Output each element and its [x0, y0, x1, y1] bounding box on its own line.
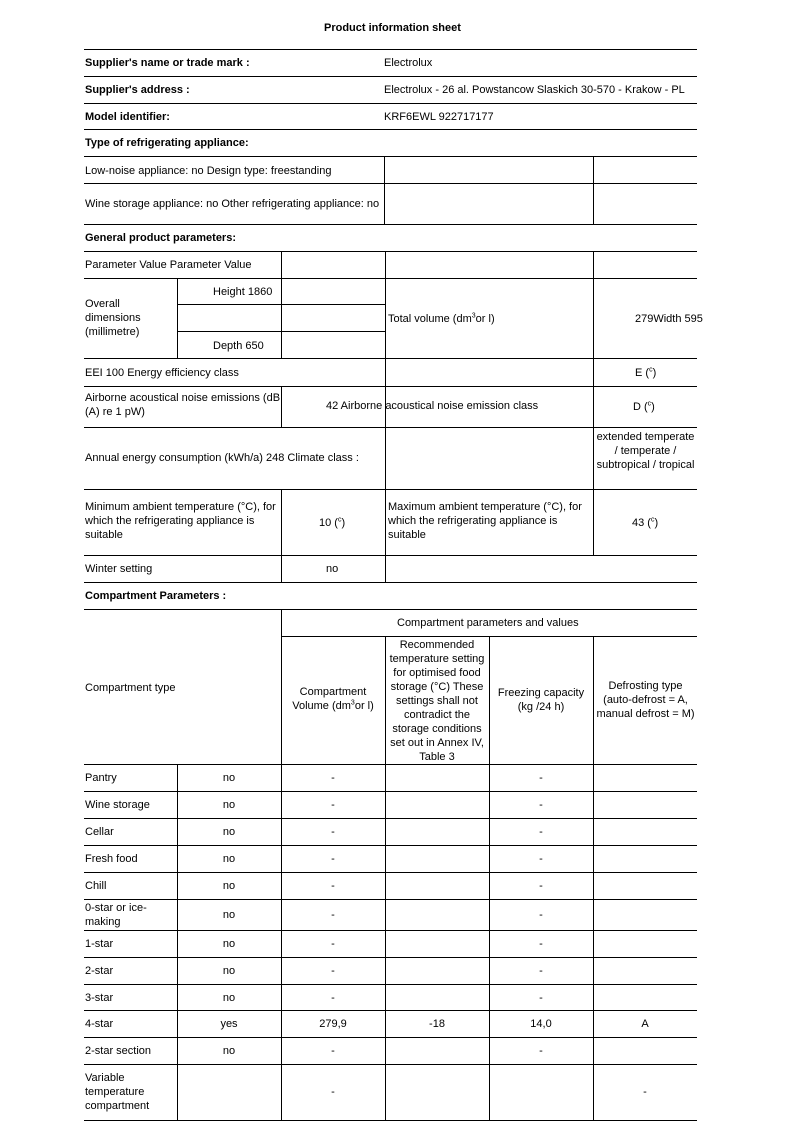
- rule-h: [84, 609, 697, 610]
- cell-defrost: [593, 957, 697, 984]
- total-volume-width-value: 279Width 595: [635, 313, 703, 325]
- noise-emissions-label: Airborne acoustical noise emissions (dB (A) re 1 pW): [85, 392, 281, 418]
- cell-defrost: [593, 930, 697, 957]
- rule-v: [281, 251, 282, 358]
- compartment-params-header: Compartment parameters and values: [397, 617, 579, 629]
- climate-class-value: extended temperate / temperate / subtropical / tropical: [596, 431, 695, 471]
- supplier-address-label: Supplier's address :: [85, 84, 190, 96]
- noise-class-value: D ($^c$): [633, 400, 655, 413]
- rule-h: [84, 489, 697, 490]
- rule-v: [384, 156, 385, 224]
- cell-freezing: -: [539, 908, 543, 921]
- winter-setting-label: Winter setting: [85, 563, 153, 575]
- rule-h: [84, 872, 697, 873]
- rule-h: [84, 49, 697, 50]
- supplier-address-value: Electrolux - 26 al. Powstancow Slaskich 30-570 - Krakow - PL: [384, 84, 685, 96]
- cell-volume: 279,9: [319, 1017, 347, 1030]
- eei-label: EEI 100 Energy efficiency class: [85, 367, 239, 379]
- rule-v: [593, 156, 594, 224]
- cell-defrost: [593, 818, 697, 845]
- cell-present: no: [222, 991, 236, 1004]
- cell-volume: -: [331, 1044, 335, 1057]
- cell-present: no: [222, 908, 236, 921]
- rule-h: [84, 764, 697, 765]
- rule-h: [84, 129, 697, 130]
- rule-h: [84, 1037, 697, 1038]
- cell-defrost: [593, 845, 697, 872]
- cell-temp: -18: [429, 1017, 445, 1030]
- overall-dimensions-label: Overall dimensions (millimetre): [85, 298, 141, 338]
- cell-temp: [385, 872, 489, 899]
- cell-volume: -: [331, 964, 335, 977]
- rule-h: [84, 251, 697, 252]
- cell-name: Variable temperature compartment: [85, 1072, 150, 1112]
- cell-volume: -: [331, 771, 335, 784]
- rule-h: [84, 791, 697, 792]
- defrosting-type-header: Defrosting type (auto-defrost = A, manual defrost = M): [596, 680, 695, 720]
- rule-h: [84, 358, 697, 359]
- cell-name: 3-star: [85, 991, 114, 1004]
- cell-volume: -: [331, 852, 335, 865]
- energy-class-value: E ($^c$): [635, 366, 657, 379]
- cell-name: 2-star: [85, 964, 114, 977]
- cell-defrost: -: [643, 1086, 647, 1098]
- cell-freezing: -: [539, 771, 543, 784]
- model-identifier-label: Model identifier:: [85, 111, 170, 123]
- rule-h: [84, 156, 697, 157]
- cell-freezing: [489, 1064, 593, 1120]
- min-temp-value: 10 ($^c$): [319, 516, 346, 529]
- cell-temp: [385, 845, 489, 872]
- cell-name: Cellar: [85, 825, 114, 838]
- rule-v: [177, 764, 178, 1120]
- freezing-capacity-header: Freezing capacity (kg /24 h): [497, 687, 585, 713]
- model-identifier-value: KRF6EWL 922717177: [384, 111, 494, 123]
- rule-h: [84, 957, 697, 958]
- cell-freezing: -: [539, 879, 543, 892]
- depth-value: Depth 650: [213, 340, 264, 352]
- cell-temp: [385, 957, 489, 984]
- total-volume-label: Total volume ($dm^3or$ l): [388, 312, 495, 325]
- rule-v: [489, 636, 490, 1120]
- max-temp-label: Maximum ambient temperature (°C), for which the refrigerating appliance is suitable: [388, 501, 582, 541]
- max-temp-value: 43 ($^c$): [632, 516, 659, 529]
- rule-v: [593, 251, 594, 358]
- height-value: Height 1860: [213, 286, 273, 298]
- cell-present: no: [222, 964, 236, 977]
- cell-name: 4-star: [85, 1017, 114, 1030]
- cell-present: yes: [220, 1017, 238, 1030]
- rule-h: [84, 899, 697, 900]
- cell-name: Chill: [85, 879, 107, 892]
- rule-h: [84, 386, 697, 387]
- cell-present: no: [222, 825, 236, 838]
- rule-v: [593, 427, 594, 489]
- page-title: Product information sheet: [324, 22, 461, 34]
- rule-h: [84, 427, 697, 428]
- rule-v: [281, 489, 282, 582]
- cell-volume: -: [331, 991, 335, 1004]
- cell-freezing: -: [539, 964, 543, 977]
- cell-temp: [385, 930, 489, 957]
- cell-name: Pantry: [85, 771, 117, 784]
- cell-volume: -: [331, 798, 335, 811]
- rule-h: [84, 582, 697, 583]
- type-row-low-noise: Low-noise appliance: no Design type: freestanding: [85, 165, 332, 177]
- cell-temp: [385, 899, 489, 930]
- rule-v: [385, 251, 386, 358]
- rule-v: [177, 278, 178, 358]
- cell-freezing: -: [539, 1044, 543, 1057]
- rule-v: [593, 489, 594, 555]
- rule-v: [593, 636, 594, 1120]
- cell-temp: [385, 1064, 489, 1120]
- cell-defrost: [593, 791, 697, 818]
- rule-h: [84, 103, 697, 104]
- cell-volume: -: [331, 879, 335, 892]
- rule-h: [84, 278, 697, 279]
- cell-freezing: -: [539, 991, 543, 1004]
- compartment-heading: Compartment Parameters :: [85, 590, 227, 602]
- cell-defrost: [593, 899, 697, 930]
- compartment-volume-header: Compartment Volume ($dm^3or$ l): [292, 686, 374, 712]
- cell-name: Fresh food: [85, 852, 138, 865]
- cell-defrost: [593, 764, 697, 791]
- general-parameters-heading: General product parameters:: [85, 232, 236, 244]
- cell-present: no: [222, 771, 236, 784]
- compartment-type-header: Compartment type: [85, 682, 176, 694]
- noise-value: 42 Airborne acoustical noise emission class: [326, 400, 539, 412]
- cell-temp: [385, 791, 489, 818]
- rule-h: [84, 76, 697, 77]
- rule-v: [385, 489, 386, 582]
- rule-h: [84, 1010, 697, 1011]
- rule-v: [593, 386, 594, 427]
- cell-name: Wine storage: [85, 798, 150, 811]
- type-heading: Type of refrigerating appliance:: [85, 137, 249, 149]
- rule-v: [385, 636, 386, 1120]
- cell-temp: [385, 1037, 489, 1064]
- cell-defrost: A: [641, 1017, 649, 1030]
- cell-present: no: [222, 937, 236, 950]
- cell-freezing: -: [539, 937, 543, 950]
- winter-setting-value: no: [326, 563, 339, 575]
- rule-h: [84, 183, 697, 184]
- recommended-temp-header: Recommended temperature setting for optimised food storage (°C) These settings shall not contradict the storage conditions set out in Annex IV, Table 3: [389, 639, 485, 763]
- cell-present: no: [222, 1044, 236, 1057]
- rule-v: [385, 386, 386, 427]
- supplier-name-label: Supplier's name or trade mark :: [85, 57, 250, 69]
- rule-h: [84, 818, 697, 819]
- cell-present: [177, 1064, 281, 1120]
- cell-volume: -: [331, 937, 335, 950]
- rule-h: [84, 984, 697, 985]
- cell-name: 2-star section: [85, 1044, 152, 1057]
- rule-v: [593, 358, 594, 386]
- rule-h: [84, 930, 697, 931]
- rule-v: [385, 358, 386, 386]
- cell-volume: -: [331, 1086, 335, 1098]
- cell-volume: -: [331, 825, 335, 838]
- cell-name: 1-star: [85, 937, 114, 950]
- rule-v: [385, 427, 386, 489]
- rule-v: [281, 386, 282, 427]
- cell-freezing: -: [539, 852, 543, 865]
- rule-h: [84, 1064, 697, 1065]
- cell-defrost: [593, 872, 697, 899]
- supplier-name-value: Electrolux: [384, 57, 433, 69]
- rule-h: [84, 845, 697, 846]
- min-temp-label: Minimum ambient temperature (°C), for which the refrigerating appliance is suitable: [85, 501, 276, 541]
- type-row-wine-storage: Wine storage appliance: no Other refrigerating appliance: no: [85, 198, 380, 210]
- cell-freezing: -: [539, 798, 543, 811]
- rule-h: [84, 555, 697, 556]
- cell-present: no: [222, 798, 236, 811]
- cell-temp: [385, 764, 489, 791]
- cell-volume: -: [331, 908, 335, 921]
- rule-h: [84, 224, 697, 225]
- rule-v: [281, 609, 282, 1120]
- parameter-header: Parameter Value Parameter Value: [85, 259, 252, 271]
- cell-defrost: [593, 1037, 697, 1064]
- cell-present: no: [222, 879, 236, 892]
- cell-temp: [385, 984, 489, 1011]
- cell-freezing: -: [539, 825, 543, 838]
- cell-present: no: [222, 852, 236, 865]
- cell-name: 0-star or ice-making: [85, 901, 147, 928]
- annual-energy-label: Annual energy consumption (kWh/a) 248 Climate class :: [85, 452, 359, 464]
- cell-defrost: [593, 984, 697, 1011]
- rule-h: [84, 1120, 697, 1121]
- cell-temp: [385, 818, 489, 845]
- cell-freezing: 14,0: [530, 1017, 552, 1030]
